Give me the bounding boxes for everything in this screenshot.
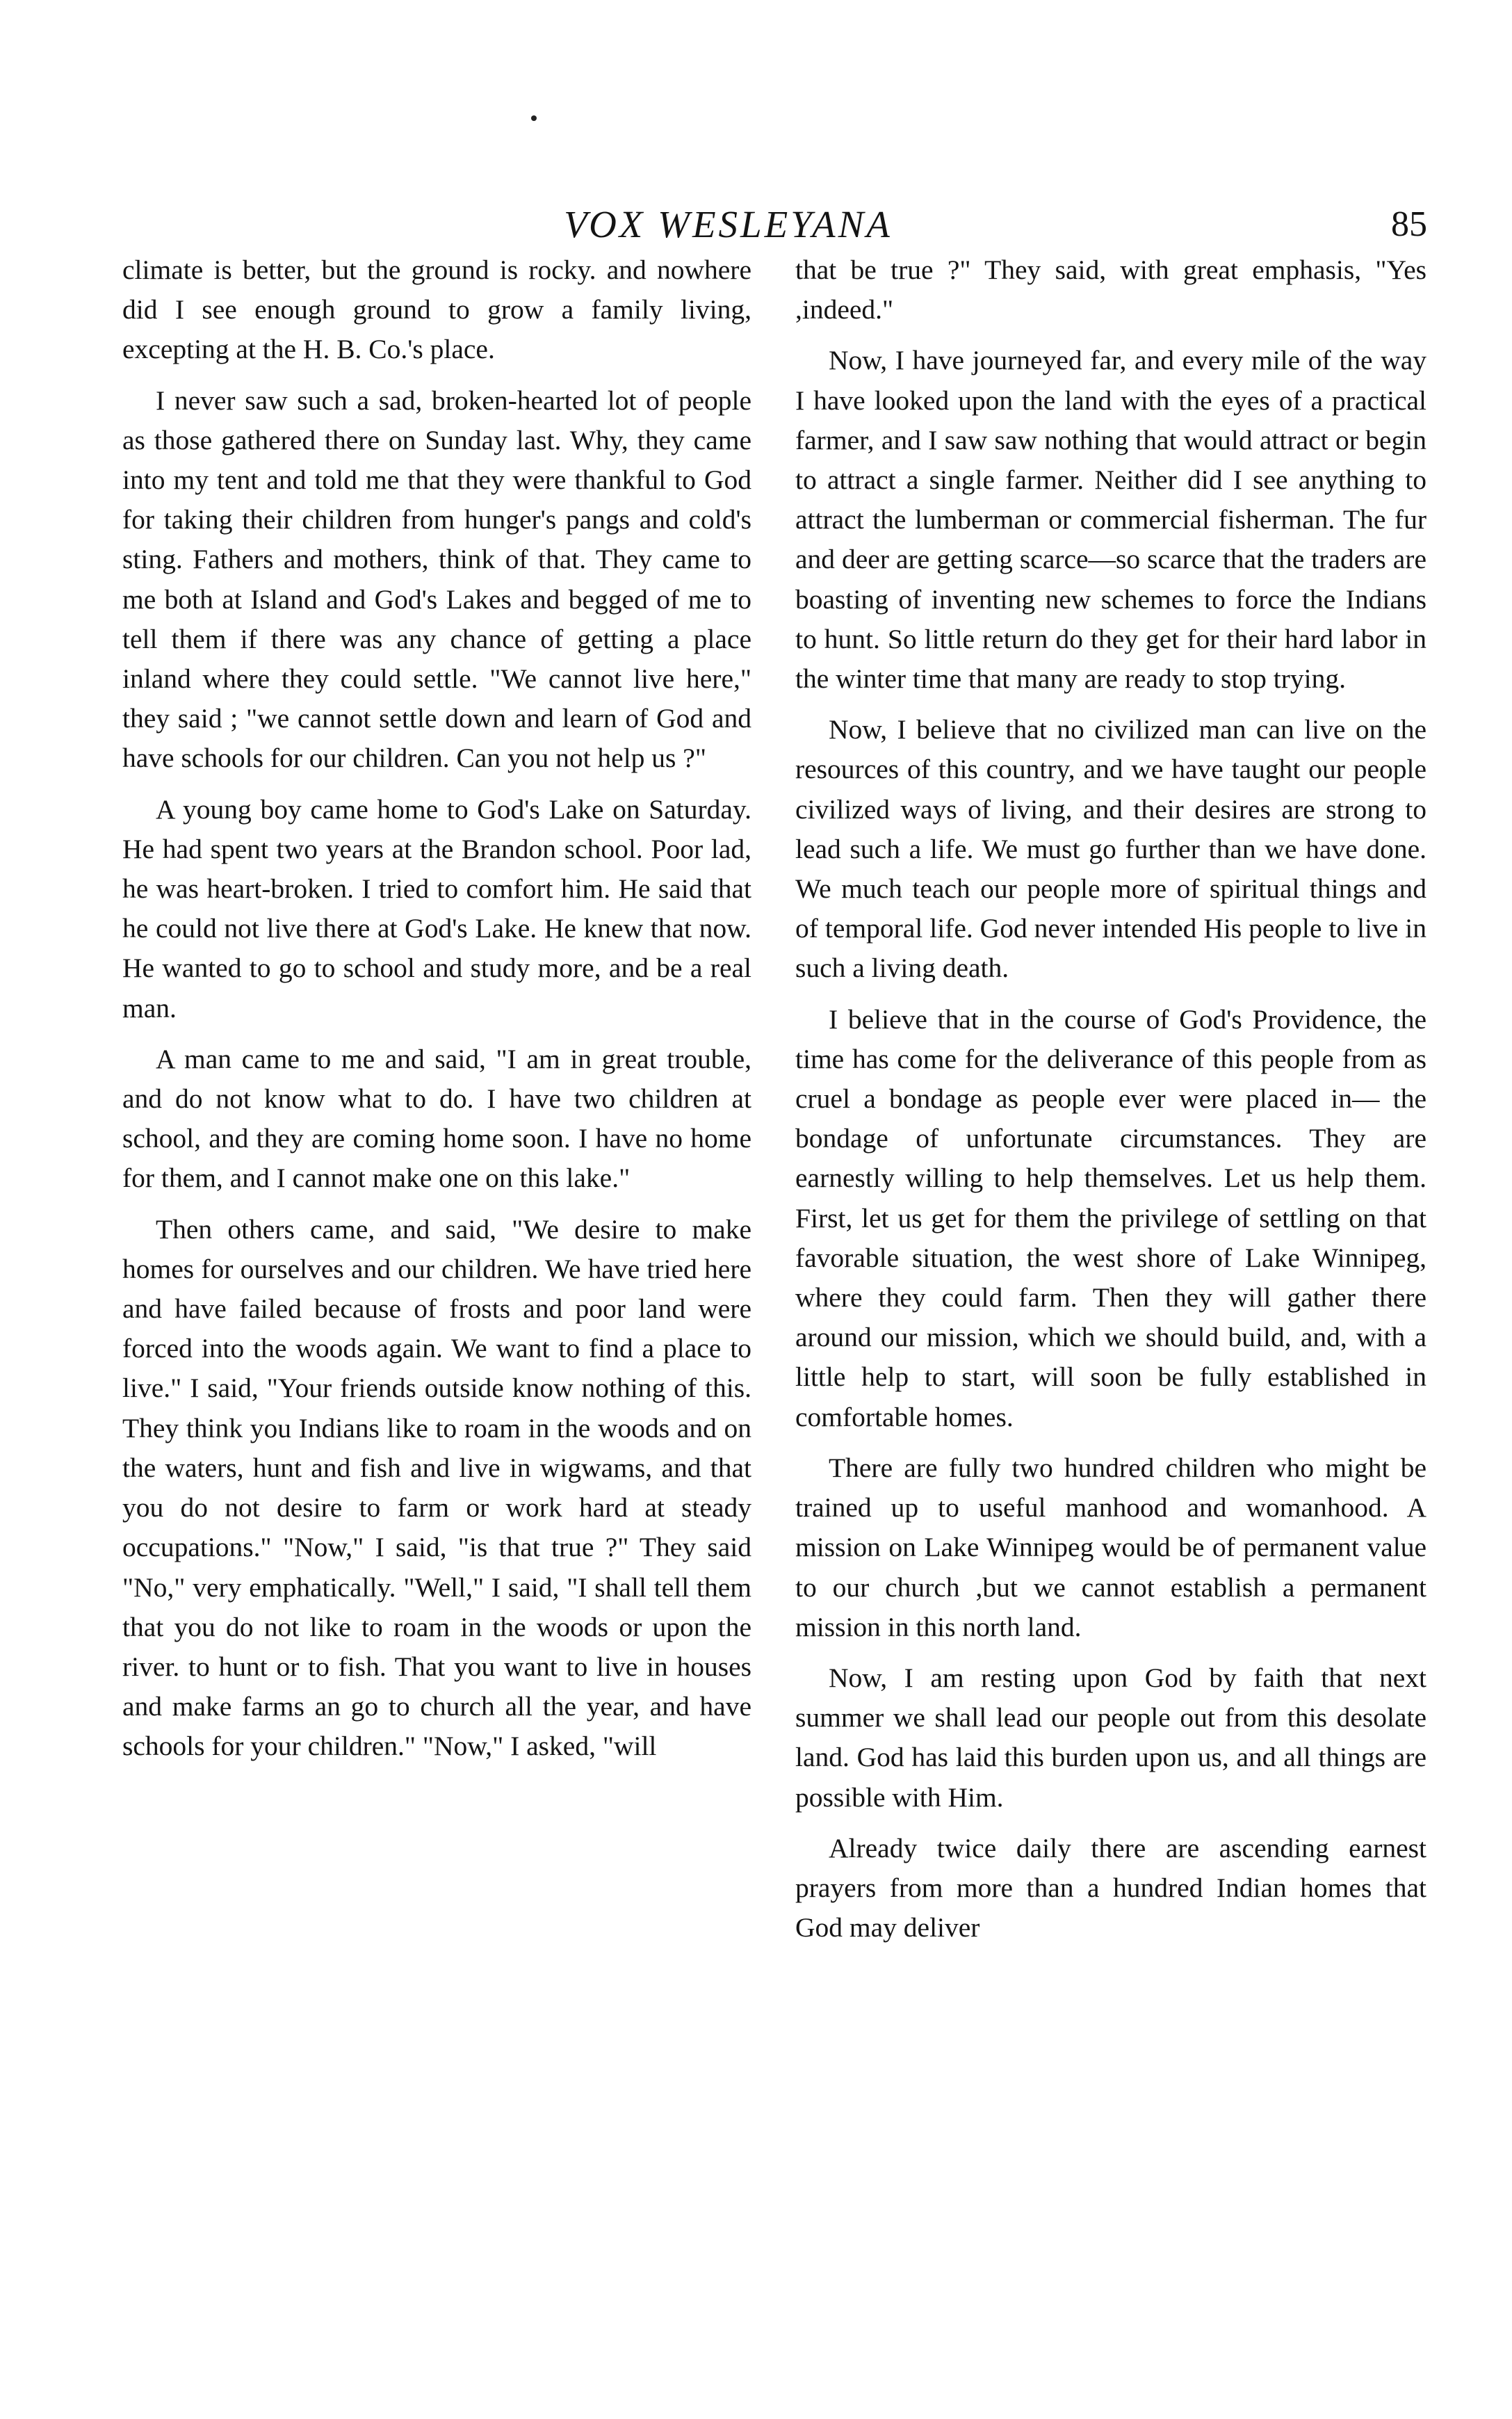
running-header (0, 200, 1512, 249)
journal-title: VOX WESLEYANA (564, 203, 893, 245)
paragraph: Now, I have journeyed far, and every mile of the way I have looked upon the land with the eyes of a practical farmer, and I saw saw nothing that would attract or begin to attract a single farmer. Neither did I see anything to attract the lumberman or commercial fisherman. The fur and deer are getting scarce—so scarce that the traders are boasting of inventing new schemes to force the Indians to hunt. So little return do they get for their hard labor in the winter time that many are ready to stop trying. (795, 345, 1426, 695)
paragraph: Now, I am resting upon God by faith that next summer we shall lead our people out from this desolate land. God has laid this burden upon us, and all things are possible with Him. (795, 1662, 1426, 1813)
paragraph: A young boy came home to God's Lake on Saturday. He had spent two years at the Brandon school. Poor lad, he was heart-broken. I tried to comfort him. He said that he could not live there at God's Lake. He knew that now. He wanted to go to school and study more, and be a real man. (122, 793, 751, 1024)
print-speck (531, 115, 537, 121)
paragraph: Now, I believe that no civilized man can live on the resources of this country, and we have taught our people civilized ways of living, and their desires are strong to lead such a life. We must go further than we have done. We much teach our people more of spiritual things and of temporal life. God never intended His people to live in such a living death. (795, 714, 1426, 984)
paragraph: A man came to me and said, "I am in great trouble, and do not know what to do. I have two children at school, and they are coming home soon. I have no home for them, and I cannot make one on this lake." (122, 1043, 751, 1194)
paragraph: I believe that in the course of God's Providence, the time has come for the deliverance of this people from as cruel a bondage as people ever were placed in— the bondage of unfortunate circumstances. They are earnestly willing to help themselves. Let us help them. First, let us get for them the privilege of settling on that favorable situation, the west shore of Lake Winnipeg, where they could farm. Then they will gather there around our mission, which we should build, and, with a little help to start, will soon be fully established in comfortable homes. (795, 1003, 1426, 1432)
right-column (795, 250, 1426, 1959)
paragraph: climate is better, but the ground is rocky. and nowhere did I see enough ground to grow a family living, excepting at the H. B. Co.'s place. (122, 254, 751, 365)
paragraph: Already twice daily there are ascending earnest prayers from more than a hundred Indian homes that God may deliver (795, 1832, 1426, 1943)
paragraph: Then others came, and said, "We desire to make homes for ourselves and our children. We have tried here and have failed because of frosts and poor land were forced into the woods again. We want to find a place to live." I said, "Your friends outside know nothing of this. They think you Indians like to roam in the woods and on the waters, hunt and fish and live in wigwams, and that you do not desire to farm or work hard at steady occupations." "Now," I said, "is that true ?" They said "No," very emphatically. "Well," I said, "I shall tell them that you do not like to roam in the woods or upon the river. to hunt or to fish. That you want to live in houses and make farms an go to church all the year, and have schools for your children." "Now," I asked, "will (122, 1213, 751, 1762)
paragraph: I never saw such a sad, broken-hearted lot of people as those gathered there on Sunday last. Why, they came into my tent and told me that they were thankful to God for taking their children from hunger's pangs and cold's sting. Fathers and mothers, think of that. They came to me both at Island and God's Lakes and begged of me to tell them if there was any chance of getting a place inland where they could settle. "We cannot live here," they said ; "we cannot settle down and learn of God and have schools for our children. Can you not help us ?" (122, 385, 751, 774)
left-column (122, 250, 751, 1778)
paragraph: There are fully two hundred children who might be trained up to useful manhood and womanhood. A mission on Lake Winnipeg would be of permanent value to our church ,but we cannot establish a permanent mission in this north land. (795, 1452, 1426, 1642)
paragraph: that be true ?" They said, with great emphasis, "Yes ,indeed." (795, 254, 1426, 325)
page-number: 85 (1391, 204, 1427, 244)
